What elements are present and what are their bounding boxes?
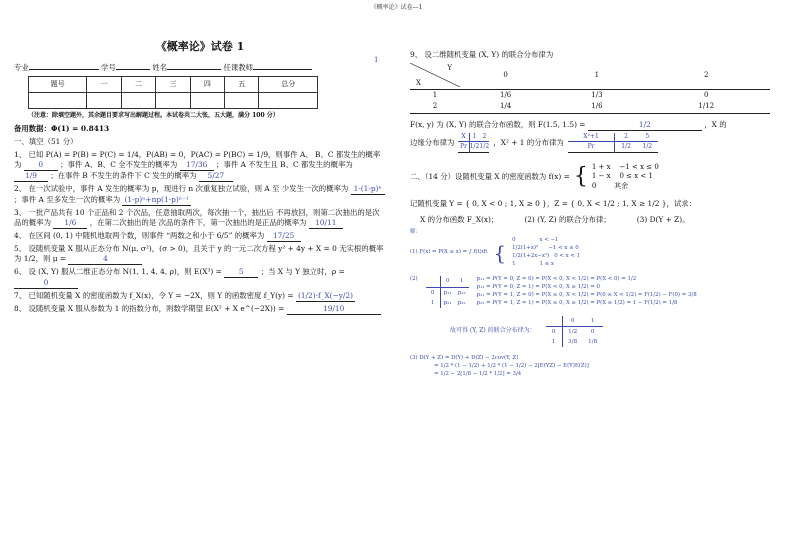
q5-answer: 4 <box>68 254 142 265</box>
task-item: (2) (Y, Z) 的联合分布律； <box>524 215 611 225</box>
col-header: 0 <box>460 63 551 90</box>
question-9-marginal <box>410 133 780 153</box>
q1-answer-2: 17/36 <box>180 160 214 171</box>
solution <box>410 229 780 378</box>
q6-text: 与 Y 独立时，ρ = <box>285 266 345 276</box>
cell: X <box>458 133 469 142</box>
row-header: 2 <box>410 101 460 113</box>
q1-answer-3: 1/9 <box>14 171 48 182</box>
cell: 0 <box>426 287 441 298</box>
q4-answer: 17/25 <box>267 231 301 242</box>
cell: p₁₂ <box>457 289 466 296</box>
cell: 1/8 <box>588 339 598 345</box>
col-var-label: Y <box>447 63 452 72</box>
q1-text: 1、 已知 P(A) = P(B) = P(C) = 1/4，P(AB) = 0，P(AC) = P(BC) = 1/9，则事件 A、 <box>14 149 313 159</box>
solution-part-1 <box>410 237 780 268</box>
section-two <box>410 163 780 191</box>
cell: Pr <box>568 141 615 152</box>
q5-text: 5、 设随机变量 X 服从正态分布 N(μ, σ²)，(σ > 0)，且关于 y 的一元二次方程 <box>14 243 276 253</box>
cell: 1/2 <box>637 141 658 152</box>
q1-answer-1: 0 <box>24 160 58 171</box>
solution-case: 1/2(1+x)² −1 < x ≤ 0 <box>512 244 579 251</box>
cell: 2 <box>624 132 628 140</box>
cell: 1/12 <box>643 101 770 113</box>
q2-answer-1: 1-(1-p)ⁿ <box>351 184 385 195</box>
cell: 0 <box>590 328 595 335</box>
cell: p₂₁ <box>443 299 452 306</box>
solution-line: = 1/2 − 2[1/8 − 1/2 * 1/2] = 3/4 <box>434 370 522 377</box>
cell: 1 <box>426 298 441 308</box>
score-table <box>28 76 318 109</box>
question-4 <box>14 231 386 242</box>
q7-answer: (1/2)·f_X(−y/2) <box>297 290 353 300</box>
cell: 1/3 <box>591 90 603 99</box>
solution-line: p₁₁ = P(Y = 0, Z = 0) = P(X < 0, X < 1/2) = P(X < 0) = 1/2 <box>476 276 637 283</box>
left-column <box>14 40 386 317</box>
q1-text: ；在事件 B 不发生的条件下 C 发生的概率为 <box>50 170 197 180</box>
page-mark: 1 <box>374 56 379 64</box>
cell: p₂₂ <box>457 299 466 306</box>
question-9-text: 9、 设二维随机变量 (X, Y) 的联合分布律为 <box>410 50 554 59</box>
q5-text: y² + 4y + X = 0 无实根的概率为 1/2，则 μ = <box>14 243 384 263</box>
solution-line: 故可得 (Y, Z) 的联合分布律为： <box>450 327 536 335</box>
cell: 2 <box>482 132 487 140</box>
q6-answer-1: 5 <box>224 267 258 278</box>
cell: 1/6 <box>551 101 642 113</box>
density-case: 1 − x 0 ≤ x < 1 <box>591 172 653 181</box>
cell: 1 <box>455 276 469 287</box>
q3-text: ，在第二次抽出的是 <box>89 217 157 227</box>
major-label: 专业 <box>14 62 29 72</box>
q1-answer-4: 5/27 <box>199 171 233 182</box>
q2-answer-2: (1-p)ⁿ+np(1-p)ⁿ⁻¹ <box>124 194 189 204</box>
cell: 1/2 <box>479 141 489 152</box>
solution-part-2 <box>410 276 780 307</box>
question-2 <box>14 184 386 206</box>
cell: p₁₁ <box>443 289 452 296</box>
student-info-line <box>14 63 386 73</box>
question-7 <box>14 291 386 302</box>
col-header: 2 <box>643 63 770 90</box>
q3-answer-2: 10/11 <box>309 218 343 229</box>
question-9-f <box>410 120 780 131</box>
solution-line: (1) F(x) = P(X ≤ x) = ∫ f(t)dt <box>410 248 488 255</box>
solution-line: (2) <box>410 276 418 283</box>
cell: 1 <box>583 316 603 327</box>
table-row <box>410 89 770 101</box>
q9-text: ，X² + 1 的分布律为 <box>493 137 564 147</box>
solution-head: 解： <box>410 229 421 236</box>
q1-text: B、C 都发生的概率为 <box>14 149 381 169</box>
cell: 1/4 <box>460 101 551 113</box>
cell: 1/2 <box>615 141 637 152</box>
solution-line: p₂₁ = P(Y = 1, Z = 0) = P(X ≥ 0, X < 1/2) = P(0 ≤ X < 1/2) = F(1/2) − F(0) = 3/8 <box>476 292 697 299</box>
section-two-tasks <box>420 215 780 225</box>
score-header: 四 <box>190 76 224 92</box>
solution-part-3 <box>410 355 780 378</box>
question-3 <box>14 208 386 229</box>
q8-answer: 19/10 <box>287 304 381 315</box>
solution-line: = 1/2 * (1 − 1/2) + 1/2 * (1 − 1/2) − 2[E(YZ) − E(Y)E(Z)] <box>434 362 589 369</box>
q1-text: ；事件 A 不发生且 B、C 都发生的概率为 <box>216 159 353 169</box>
cell: 3/8 <box>568 339 578 345</box>
cell: 0 <box>562 316 583 327</box>
solution-case: 0 x < −1 <box>512 237 559 244</box>
q9-text: 边缘分布律为 <box>410 137 455 147</box>
q3-text: 不再放回，则第二次抽出的是次品的概率为 <box>14 207 380 227</box>
score-header: 题号 <box>29 76 87 92</box>
solution-case: 1/2(1+2x−x²) 0 < x < 1 <box>512 252 581 259</box>
q3-text: 次品的条件下，第一次抽出的是正品的概率为 <box>158 217 307 227</box>
q3-text: 3、 一批产品共有 10 个正品和 2 个次品，任意抽取两次，每次抽一个，抽出后 <box>14 207 274 217</box>
exam-note: （注意：除填空题外，其余题目要求写出解题过程。本试卷共二大张，五大题，满分 100 分） <box>28 111 279 119</box>
cell: 5 <box>645 132 650 140</box>
cell: 0 <box>546 326 563 337</box>
q8-text: 8、 设随机变量 X 服从参数为 1 的指数分布，则数学期望 <box>14 303 204 313</box>
cell: 1/2 <box>469 141 479 152</box>
q6-text: 6、 设 (X, Y) 服从二维正态分布 N(1, 1, 4, 4, ρ)，则 E(X³) = <box>14 266 222 276</box>
section-two-def: 记随机变量 Y = { 0, X < 0 ; 1, X ≥ 0 }，Z = { 0, X < 1/2 ; 1, X ≥ 1/2 }，试求： <box>410 199 697 209</box>
name-label: 姓名 <box>152 62 168 72</box>
reference-data: 备用数据：Φ(1) = 0.8413 <box>14 123 110 133</box>
q7-text: 7、 已知随机变量 X 的密度函数为 f_X(x)，令 Y = −2X，则 Y 的函数密度 <box>14 290 262 300</box>
q2-text: 少发生一次的概率为 <box>281 183 349 193</box>
q9-text: ，X 的 <box>704 119 727 129</box>
row-var-label: X <box>416 78 421 87</box>
score-header: 五 <box>225 76 259 92</box>
cell: 0 <box>704 90 709 99</box>
score-header: 一 <box>87 76 121 92</box>
brace-symbol: { <box>493 240 507 265</box>
question-8 <box>14 304 386 315</box>
score-header: 三 <box>156 76 190 92</box>
solution-case: 1 1 ≤ x <box>512 260 554 267</box>
q1-text: ；事件 A、B、C 全不发生的概率为 <box>60 159 178 169</box>
q2-text: 2、 在一次试验中，事件 A 发生的概率为 p，现进行 n 次重复独立试验，则 A 至 <box>14 183 280 193</box>
cell: 1/2 <box>568 328 578 335</box>
q9-text: F(x, y) 为 (X, Y) 的联合分布函数，则 F(1.5, 1.5) = <box>410 119 586 129</box>
marginal-table <box>458 133 489 153</box>
brace-symbol: { <box>573 164 588 190</box>
q7-text: f_Y(y) = <box>263 290 294 300</box>
solution-line: p₁₂ = P(Y = 0, Z = 1) = P(X < 0, X ≥ 1/2) = 0 <box>476 284 600 291</box>
joint-distribution-table <box>410 63 770 114</box>
score-header: 总分 <box>259 76 318 92</box>
section-two-title: 二、（14 分）设随机变量 X 的密度函数为 f(x) = <box>410 172 570 182</box>
score-header: 二 <box>121 76 155 92</box>
cell: 1 <box>472 132 477 140</box>
q3-answer-1: 1/6 <box>53 218 87 229</box>
task-item: X 的分布函数 F_X(x)； <box>420 215 499 225</box>
density-case: 1 + x −1 < x ≤ 0 <box>591 163 659 172</box>
teacher-label: 任课教师 <box>223 62 254 72</box>
q6-text: ；当 X <box>260 266 283 276</box>
task-item: (3) D(Y + Z)。 <box>636 215 690 225</box>
solution-table <box>426 276 469 307</box>
right-column <box>410 48 780 379</box>
solution-result <box>450 316 780 347</box>
question-6 <box>14 267 386 289</box>
cell: X²+1 <box>568 133 615 142</box>
cell: 1/6 <box>500 90 512 99</box>
page-header: 《概率论》试卷—1 <box>370 4 423 11</box>
solution-line: p₂₂ = P(Y = 1, Z = 1) = P(X ≥ 0, X ≥ 1/2) = P(X ≥ 1/2) = 1 − F(1/2) = 1/8 <box>476 299 678 306</box>
q6-answer-2: 0 <box>14 278 78 289</box>
cell: Pr <box>458 141 469 152</box>
cell: 1 <box>546 337 563 347</box>
solution-line: (3) D(Y + Z) = D(Y) + D(Z) − 2cov(Y, Z) <box>410 355 519 362</box>
row-header: 1 <box>432 90 438 99</box>
square-table <box>568 133 658 153</box>
table-corner <box>410 63 460 90</box>
table-row <box>410 101 770 113</box>
q4-text: 4、 在区间 (0, 1) 中随机地取两个数，则事件 “两数之和小于 6/5” 的概率为 <box>14 230 265 240</box>
student-id-label: 学号 <box>101 62 116 72</box>
col-header: 1 <box>551 63 642 90</box>
question-1 <box>14 150 386 182</box>
q8-text: E(X² + X e^(−2X)) = <box>205 303 285 313</box>
q2-text: ；事件 A 至多发生一次的概率为 <box>14 194 121 204</box>
question-5 <box>14 244 386 265</box>
exam-title: 《概率论》试卷 1 <box>155 40 245 53</box>
density-case: 0 其余 <box>591 181 629 190</box>
cell: 0 <box>440 276 455 287</box>
result-table <box>546 316 603 347</box>
q9-answer-f: 1/2 <box>588 120 702 131</box>
section-one-title: 一、填空（51 分） <box>14 136 78 146</box>
